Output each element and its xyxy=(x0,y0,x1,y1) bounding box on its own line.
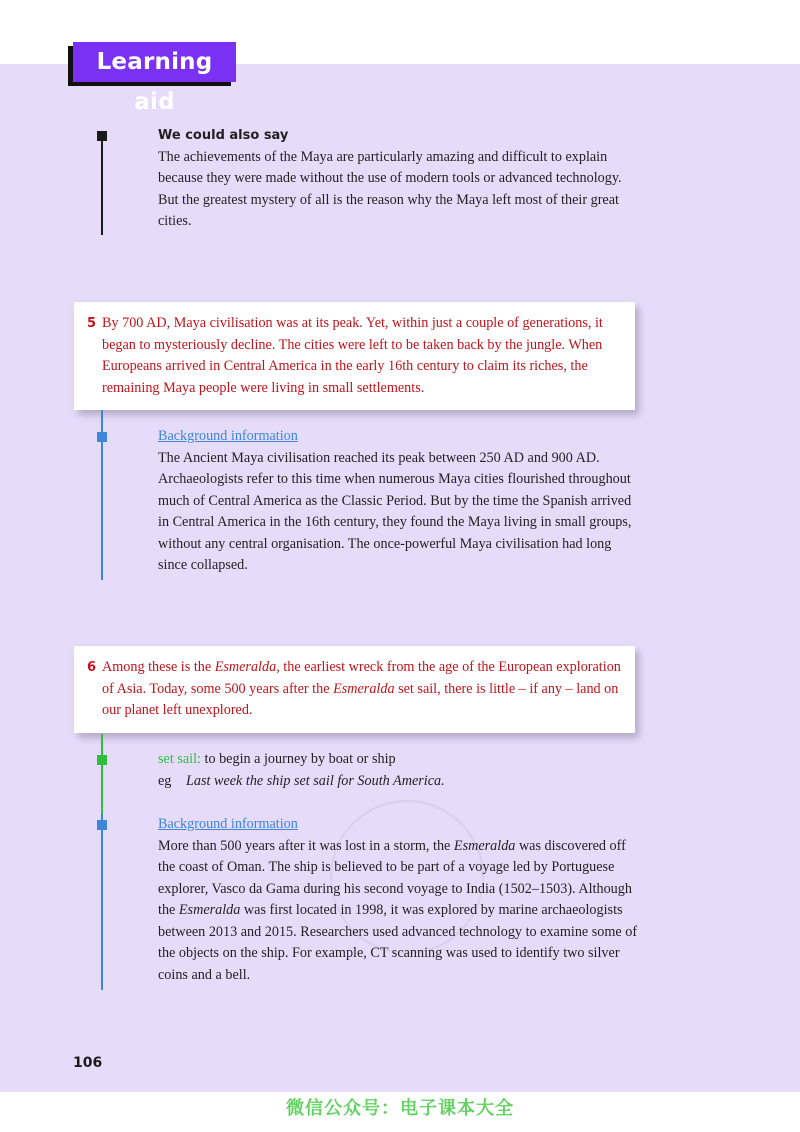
quote-italic-esmeralda: Esmeralda xyxy=(333,680,395,697)
quote-text-3: set sail, there is little – if any – land on our planet left unexplored. xyxy=(102,680,619,718)
background-info-esmeralda xyxy=(158,814,638,986)
quote-box-5 xyxy=(74,302,635,410)
background-info-heading[interactable]: Background information xyxy=(158,816,298,832)
note-heading: We could also say xyxy=(158,128,289,143)
background-info-maya xyxy=(158,426,638,577)
background-info-italic-esmeralda: Esmeralda xyxy=(178,902,241,918)
background-info-body: The Ancient Maya civilisation reached its peak between 250 AD and 900 AD. Archaeologists refer to this time when numerous Maya cities flourished throughout much of Central America as the Classic Period. But by the time the Spanish arrived in Central America in the 16th century, they found the Maya living in small groups, without any central organisation. The once-powerful Maya civilisation had long since collapsed. xyxy=(158,449,632,573)
example-label: eg xyxy=(158,772,172,789)
quote-italic-esmeralda: Esmeralda xyxy=(214,659,277,675)
note-we-could-also-say xyxy=(158,125,638,233)
vocab-set-sail xyxy=(158,749,638,792)
background-info-heading[interactable]: Background information xyxy=(158,428,298,444)
note-rail-green xyxy=(101,734,103,814)
quote-number: 5 xyxy=(87,316,97,331)
quote-text: By 700 AD, Maya civilisation was at its peak. Yet, within just a couple of generations, it began to mysteriously decline. The cities were left to be taken back by the jungle. When Europeans arrived in Central America in the early 16th century to claim its riches, the remaining Maya people were living in small settlements. xyxy=(102,315,603,396)
example-sentence: Last week the ship set sail for South America. xyxy=(186,772,445,789)
background-info-italic-esmeralda: Esmeralda xyxy=(453,837,516,854)
footer-watermark: 微信公众号：电子课本大全 xyxy=(286,1098,514,1119)
background-info-text-3: was first located in 1998, it was explored by marine archaeologists between 2013 and 2015. Researchers used advanced technology to examine some of the objects on the ship. For example, CT scanning was used to identify two silver coins and a bell. xyxy=(158,902,638,983)
page-number: 106 xyxy=(73,1055,103,1071)
vocab-term: set sail: xyxy=(158,751,201,767)
note-marker-square xyxy=(97,432,107,442)
note-marker-square xyxy=(97,131,107,141)
note-rail-blue xyxy=(101,814,103,990)
quote-box-6 xyxy=(74,646,635,733)
background-info-text-2: was discovered off the coast of Oman. The ship is believed to be part of a voyage led by Portuguese explorer, Vasco da Gama during his second voyage to India (1502–1503). Although the xyxy=(158,837,632,918)
note-rail-black xyxy=(101,139,103,235)
background-info-text-1: More than 500 years after it was lost in a storm, the xyxy=(158,837,454,854)
quote-text-1: Among these is the xyxy=(102,659,215,675)
vocab-definition: to begin a journey by boat or ship xyxy=(200,751,396,767)
quote-text-2: , the earliest wreck from the age of the European exploration of Asia. Today, some 500 years after the xyxy=(102,659,621,697)
note-marker-square xyxy=(97,755,107,765)
note-marker-square xyxy=(97,820,107,830)
note-body: The achievements of the Maya are particularly amazing and difficult to explain because they were made without the use of modern tools or advanced technology. But the greatest mystery of all is the reason why the Maya left most of their great cities. xyxy=(158,148,622,229)
learning-aid-tab: Learning aid xyxy=(73,42,236,82)
quote-number: 6 xyxy=(87,660,97,675)
